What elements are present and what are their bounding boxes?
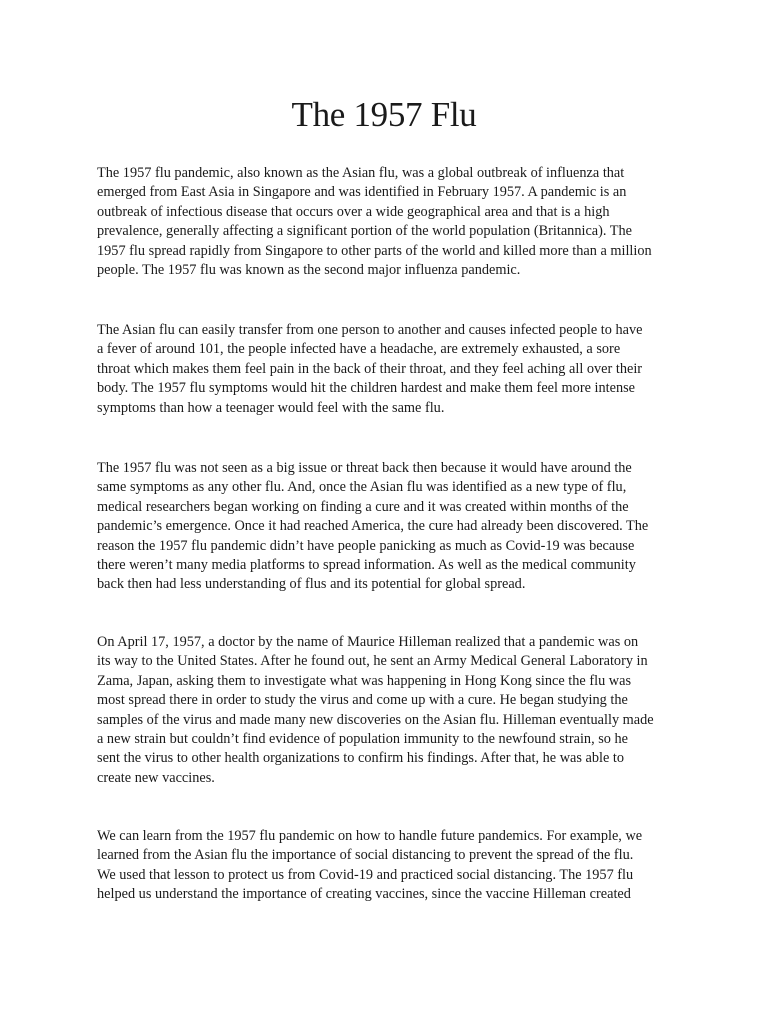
paragraph-line: symptoms than how a teenager would feel with the same flu. (97, 399, 445, 416)
paragraph-line: Zama, Japan, asking them to investigate what was happening in Hong Kong since the flu was (97, 672, 632, 689)
paragraph-2 (91, 321, 671, 418)
paragraph-line: prevalence, generally affecting a significant portion of the world population (Britannica). The (97, 223, 633, 240)
paragraph-line: a new strain but couldn’t find evidence of population immunity to the newfound strain, so he (97, 731, 628, 748)
paragraph-line: 1957 flu spread rapidly from Singapore to other parts of the world and killed more than a million (97, 242, 652, 259)
paragraph-3 (91, 459, 671, 595)
paragraph-line: throat which makes them feel pain in the back of their throat, and they feel aching all over their (97, 360, 643, 377)
paragraph-1 (91, 164, 671, 280)
paragraph-line: body. The 1957 flu symptoms would hit the children hardest and make them feel more intense (97, 380, 635, 397)
paragraph-line: same symptoms as any other flu. And, once the Asian flu was identified as a new type of flu, (97, 479, 627, 496)
paragraph-line: create new vaccines. (97, 769, 215, 786)
paragraph-line: samples of the virus and made many new discoveries on the Asian flu. Hilleman eventually made (97, 711, 654, 728)
paragraph-line: learned from the Asian flu the importance of social distancing to prevent the spread of the flu. (97, 847, 634, 864)
paragraph-line: We can learn from the 1957 flu pandemic on how to handle future pandemics. For example, we (97, 828, 643, 844)
document-title: The 1957 Flu (291, 95, 477, 134)
paragraph-line: helped us understand the importance of creating vaccines, since the vaccine Hilleman created (97, 886, 631, 903)
paragraph-line: a fever of around 101, the people infected have a headache, are extremely exhausted, a sore (97, 341, 621, 358)
paragraph-line: back then had less understanding of flus and its potential for global spread. (97, 576, 526, 593)
paragraph-line: sent the virus to other health organizations to confirm his findings. After that, he was able to (97, 750, 625, 767)
paragraph-line: people. The 1957 flu was known as the second major influenza pandemic. (97, 262, 521, 279)
paragraph-4 (91, 633, 671, 788)
paragraph-line: The 1957 flu was not seen as a big issue or threat back then because it would have around the (97, 460, 632, 476)
paragraph-line: We used that lesson to protect us from Covid-19 and practiced social distancing. The 1957 flu (97, 866, 634, 883)
paragraph-line: The Asian flu can easily transfer from one person to another and causes infected people to have (97, 322, 643, 338)
paragraph-line: On April 17, 1957, a doctor by the name of Maurice Hilleman realized that a pandemic was on (97, 634, 639, 650)
paragraph-line: medical researchers began working on finding a cure and it was created within months of the (97, 498, 629, 515)
paragraph-line: reason the 1957 flu pandemic didn’t have people panicking as much as Covid-19 was because (97, 537, 635, 554)
paragraph-line: pandemic’s emergence. Once it had reached America, the cure had already been discovered. The (97, 518, 649, 535)
paragraph-line: emerged from East Asia in Singapore and was identified in February 1957. A pandemic is an (97, 184, 627, 201)
paragraph-5 (91, 827, 671, 905)
paragraph-line: its way to the United States. After he found out, he sent an Army Medical General Laboratory in (97, 653, 648, 670)
paragraph-line: there weren’t many media platforms to spread information. As well as the medical community (97, 557, 636, 574)
paragraph-line: most spread there in order to study the virus and come up with a cure. He began studying the (97, 692, 628, 709)
paragraph-line: outbreak of infectious disease that occurs over a wide geographical area and that is a high (97, 203, 610, 220)
paragraph-line: The 1957 flu pandemic, also known as the Asian flu, was a global outbreak of influenza that (97, 165, 625, 181)
